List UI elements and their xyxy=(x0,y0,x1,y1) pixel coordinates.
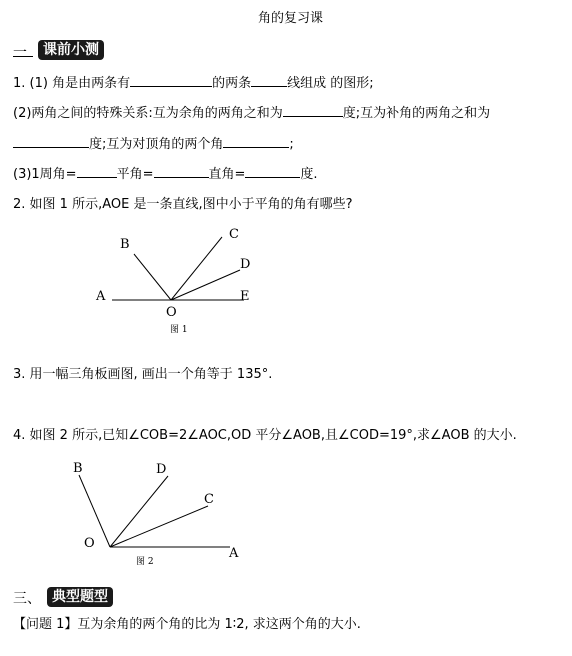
fig2-label-d: D xyxy=(156,462,167,477)
answer-blank xyxy=(251,73,287,87)
section3-prefix: 三、 xyxy=(13,591,41,607)
fig2-caption: 图 2 xyxy=(136,557,154,567)
q1-d-text3: 直角= xyxy=(208,167,246,182)
answer-blank xyxy=(245,164,300,178)
q1-a-text2: 的两条 xyxy=(212,76,252,91)
problem1-text: 【问题 1】互为余角的两个角的比为 1∶2, 求这两个角的大小. xyxy=(13,617,361,632)
fig1-label-a: A xyxy=(96,289,106,304)
fig1-label-o: O xyxy=(166,305,177,320)
section3-badge: 典型题型 xyxy=(47,587,113,607)
q3-text: 3. 用一幅三角板画图, 画出一个角等于 135°. xyxy=(13,367,273,382)
ray-od xyxy=(110,476,168,547)
q4-text: 4. 如图 2 所示,已知∠COB=2∠AOC,OD 平分∠AOB,且∠COD=19°,求∠AOB 的大小. xyxy=(13,428,517,443)
fig2-label-c: C xyxy=(204,492,214,507)
q1-b-text1: (2)两角之间的特殊关系:互为余角的两角之和为 xyxy=(13,106,283,121)
ray-oc xyxy=(171,237,222,300)
q1-c-text2: ; xyxy=(289,137,294,152)
q1-d-text1: (3)1周角= xyxy=(13,167,77,182)
fig1-label-d: D xyxy=(240,257,251,272)
answer-blank xyxy=(283,103,343,117)
section1-prefix: 一 xyxy=(13,45,27,61)
ray-od xyxy=(171,270,240,300)
answer-blank xyxy=(223,134,289,148)
q2-text: 2. 如图 1 所示,AOE 是一条直线,图中小于平角的角有哪些? xyxy=(13,197,353,212)
q1-d-text2: 平角= xyxy=(116,167,154,182)
q1-b-text2: 度;互为补角的两角之和为 xyxy=(342,106,491,121)
q1-line-d xyxy=(13,163,318,182)
fig2-label-b: B xyxy=(73,461,83,476)
figure-2 xyxy=(70,458,255,570)
q1-d-text4: 度. xyxy=(300,167,318,182)
fig1-caption: 图 1 xyxy=(170,325,188,335)
q1-c-text1: 度;互为对顶角的两个角 xyxy=(89,137,224,152)
q1-line-b xyxy=(13,102,490,121)
fig2-label-o: O xyxy=(84,536,95,551)
answer-blank xyxy=(13,134,89,148)
fig1-label-b: B xyxy=(120,237,130,252)
q1-line-a xyxy=(13,72,374,91)
fig2-label-a: A xyxy=(229,546,239,561)
section1-underline xyxy=(13,56,33,57)
answer-blank xyxy=(154,164,209,178)
fig1-label-e: E xyxy=(240,289,250,304)
ray-oc xyxy=(110,506,208,547)
answer-blank xyxy=(130,73,212,87)
q1-line-c xyxy=(13,133,294,152)
page-title: 角的复习课 xyxy=(258,11,324,26)
answer-blank xyxy=(77,164,117,178)
ray-ob xyxy=(134,254,171,300)
figure-1 xyxy=(90,222,260,340)
q1-a-text3: 线组成 的图形; xyxy=(287,76,374,91)
q1-a-text1: 1. (1) 角是由两条有 xyxy=(13,76,131,91)
fig1-label-c: C xyxy=(229,227,239,242)
section1-badge: 课前小测 xyxy=(38,40,104,60)
